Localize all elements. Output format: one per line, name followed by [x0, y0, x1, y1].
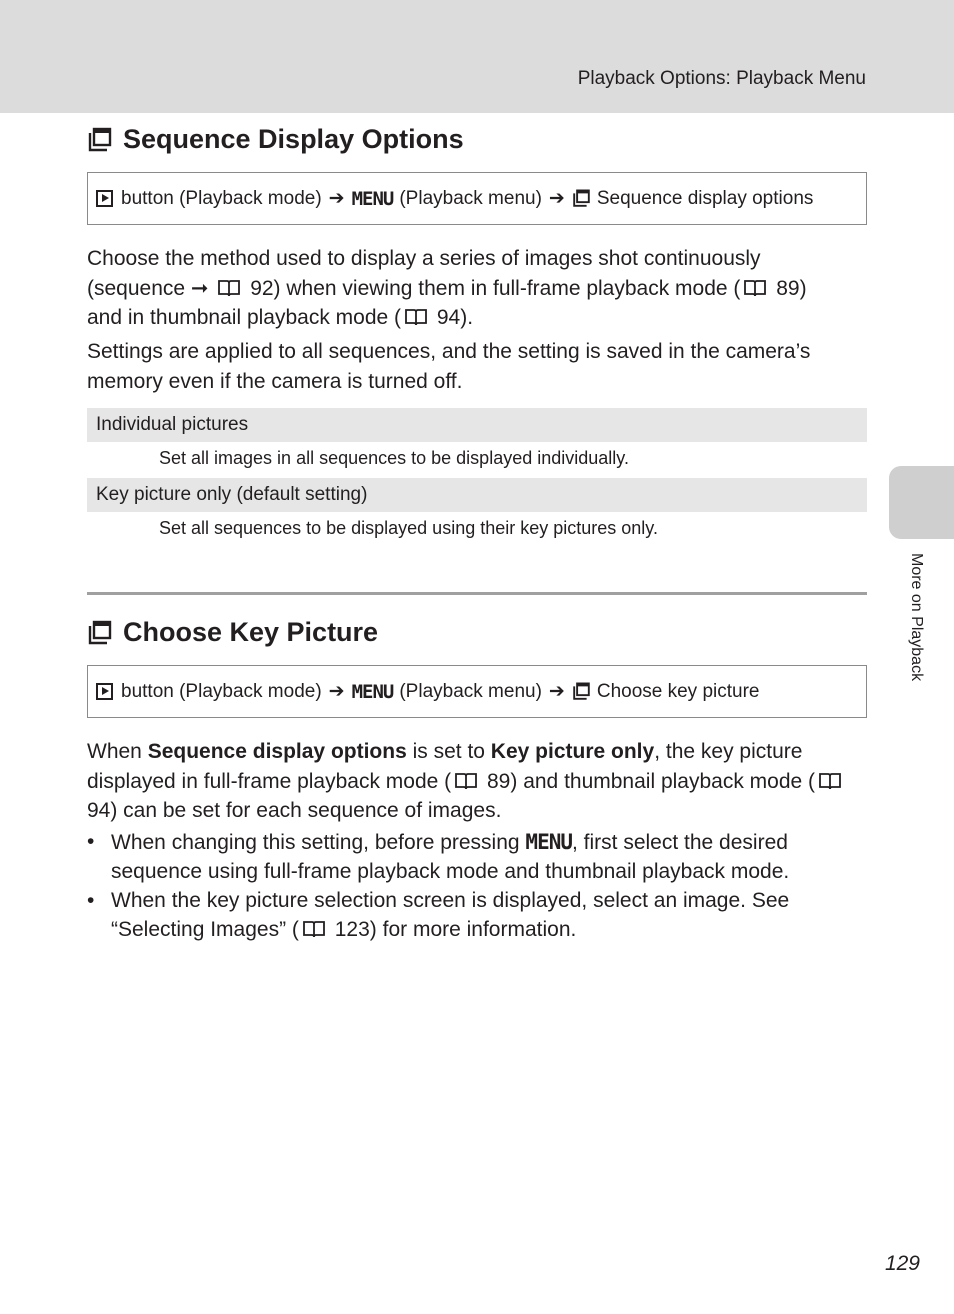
menu-path-box — [87, 172, 867, 225]
option-key-picture-only — [87, 478, 867, 512]
book-reference-icon — [302, 919, 326, 939]
text-run: 89) and thumbnail playback mode ( — [481, 769, 816, 793]
arrow-icon: ➔ — [328, 681, 345, 702]
play-button-icon — [96, 683, 113, 700]
sequence-icon — [87, 127, 113, 153]
book-reference-icon — [454, 771, 478, 791]
section2-paragraph-1 — [87, 737, 847, 826]
text-run: 94). — [431, 306, 474, 329]
menu-button-icon: MENU — [351, 680, 394, 703]
menu-button-icon: MENU — [525, 830, 572, 854]
bullet-item — [87, 828, 847, 886]
book-reference-icon — [404, 307, 428, 327]
bold-term: Key picture only — [490, 740, 655, 763]
section1-paragraph-1 — [87, 244, 847, 333]
text-run: Choose the method used to display a series of images shot continuously (sequence — [87, 247, 761, 300]
text-run: 89) and in thumbnail playback mode ( — [87, 276, 807, 329]
sequence-icon — [87, 620, 113, 646]
menu-path-part2: (Playback menu) — [399, 680, 542, 702]
option-description: Set all images in all sequences to be displayed individually. — [159, 448, 629, 468]
section1-paragraph-2: Settings are applied to all sequences, and the setting is saved in the camera’s memory even if the camera is turned off. — [87, 340, 811, 393]
bullet-text — [111, 887, 847, 944]
arrow-icon: ➔ — [328, 188, 345, 209]
menu-path-box — [87, 665, 867, 718]
menu-path-part3: Choose key picture — [596, 680, 760, 702]
menu-path-part3: Sequence display options — [596, 187, 814, 209]
text-run: When the key picture selection screen is displayed, select an image. See “Selecting Images” ( — [111, 889, 790, 941]
book-reference-icon — [217, 278, 241, 298]
option-individual-pictures — [87, 408, 867, 442]
menu-button-icon: MENU — [351, 187, 394, 210]
bullet-glyph: • — [87, 889, 95, 912]
option-description: Set all sequences to be displayed using their key pictures only. — [159, 518, 658, 538]
menu-path-part1: button (Playback mode) — [121, 680, 322, 702]
side-tab — [889, 466, 954, 539]
running-head: Playback Options: Playback Menu — [577, 68, 866, 89]
section-title-sequence-display — [87, 124, 464, 155]
cross-ref-arrow-icon: ➞ — [190, 276, 209, 300]
bullet-item — [87, 887, 847, 944]
text-run: is set to — [406, 740, 491, 763]
text-run: 94) can be set for each sequence of images. — [87, 799, 502, 822]
page-number: 129 — [884, 1252, 920, 1275]
option-label: Individual pictures — [96, 414, 249, 435]
bullet-glyph: • — [87, 830, 95, 853]
sequence-icon — [572, 189, 591, 208]
text-run: 92) when viewing them in full-frame playback mode ( — [244, 276, 741, 300]
section-title-choose-key-picture — [87, 617, 378, 648]
bold-term: Sequence display options — [147, 740, 407, 763]
sequence-icon — [572, 682, 591, 701]
text-run: When — [87, 740, 148, 763]
header-band — [0, 0, 954, 113]
bullet-text — [111, 828, 847, 886]
arrow-icon: ➔ — [548, 681, 565, 702]
menu-path-part2: (Playback menu) — [399, 187, 542, 209]
arrow-icon: ➔ — [548, 188, 565, 209]
section-title-text: Choose Key Picture — [123, 617, 379, 647]
play-button-icon — [96, 190, 113, 207]
book-reference-icon — [818, 771, 842, 791]
book-reference-icon — [743, 278, 767, 298]
text-run: , first select the desired sequence using full-frame playback mode and thumbnail playback mode. — [111, 831, 790, 883]
side-tab-label: More on Playback — [908, 553, 925, 682]
text-run: , the key picture displayed in full-frame playback mode ( — [87, 740, 803, 793]
section-divider — [87, 592, 867, 595]
text-run: 123) for more information. — [328, 917, 577, 941]
option-label: Key picture only (default setting) — [96, 484, 368, 505]
section-title-text: Sequence Display Options — [123, 124, 464, 154]
text-run: When changing this setting, before pressing — [111, 831, 526, 854]
menu-path-part1: button (Playback mode) — [121, 187, 322, 209]
